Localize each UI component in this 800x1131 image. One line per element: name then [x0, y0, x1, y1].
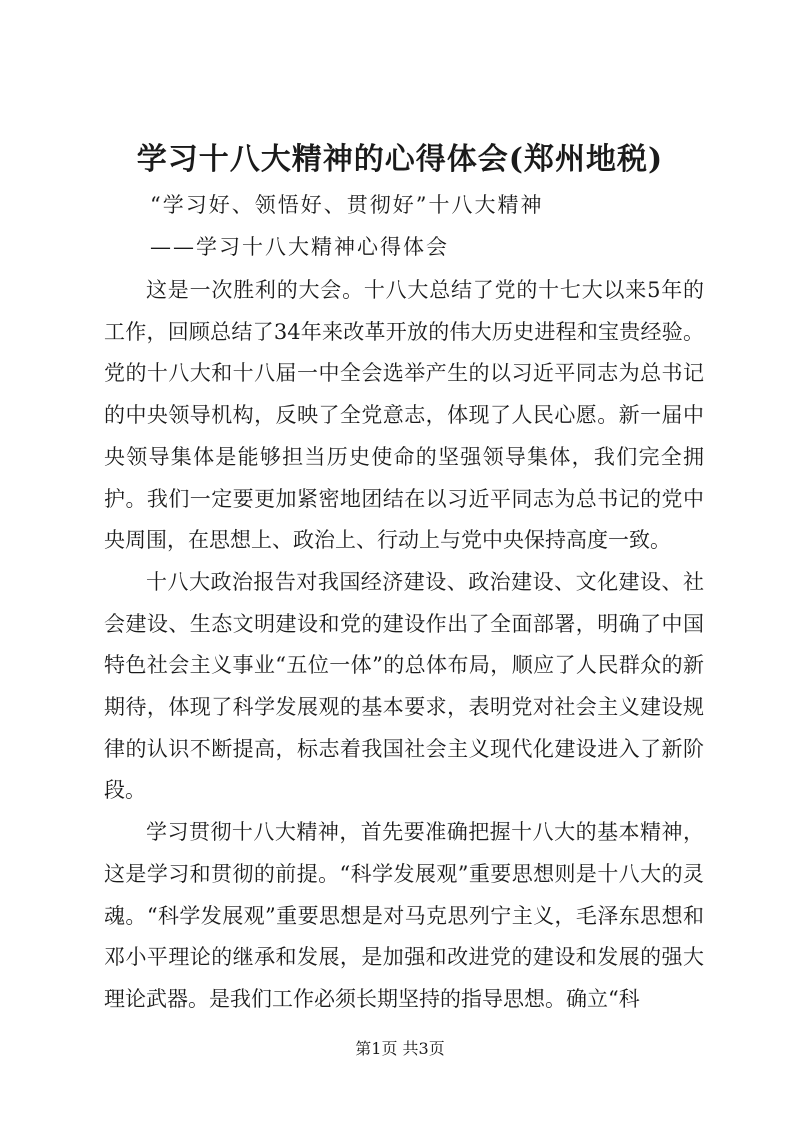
- document-body: [104, 270, 704, 1021]
- page-number-footer: 第1页 共3页: [355, 1039, 445, 1058]
- paragraph: 学习贯彻十八大精神，首先要准确把握十八大的基本精神，这是学习和贯彻的前提。“科学发展观”重要思想则是十八大的灵魂。“科学发展观”重要思想是对马克思列宁主义，毛泽东思想和邓小平理论的继承和发展，是加强和改进党的建设和发展的强大理论武器。是我们工作必须长期坚持的指导思想。确立“科: [104, 820, 704, 1011]
- document-title: 学习十八大精神的心得体会(郑州地税): [136, 142, 664, 177]
- document-subtitle: “学习好、领悟好、贯彻好”十八大精神: [150, 193, 544, 217]
- paragraph: 十八大政治报告对我国经济建设、政治建设、文化建设、社会建设、生态文明建设和党的建设作出了全面部署，明确了中国特色社会主义事业“五位一体”的总体布局，顺应了人民群众的新期待，体现了科学发展观的基本要求，表明党对社会主义建设规律的认识不断提高，标志着我国社会主义现代化建设进入了新阶段。: [104, 569, 704, 803]
- paragraph: 这是一次胜利的大会。十八大总结了党的十七大以来5年的工作，回顾总结了34年来改革开放的伟大历史进程和宝贵经验。党的十八大和十八届一中全会选举产生的以习近平同志为总书记的中央领导机构，反映了全党意志，体现了人民心愿。新一届中央领导集体是能够担当历史使命的坚强领导集体，我们完全拥护。我们一定要更加紧密地团结在以习近平同志为总书记的党中央周围，在思想上、政治上、行动上与党中央保持高度一致。: [104, 278, 704, 553]
- document-subtitle-dash: ——学习十八大精神心得体会: [150, 235, 449, 259]
